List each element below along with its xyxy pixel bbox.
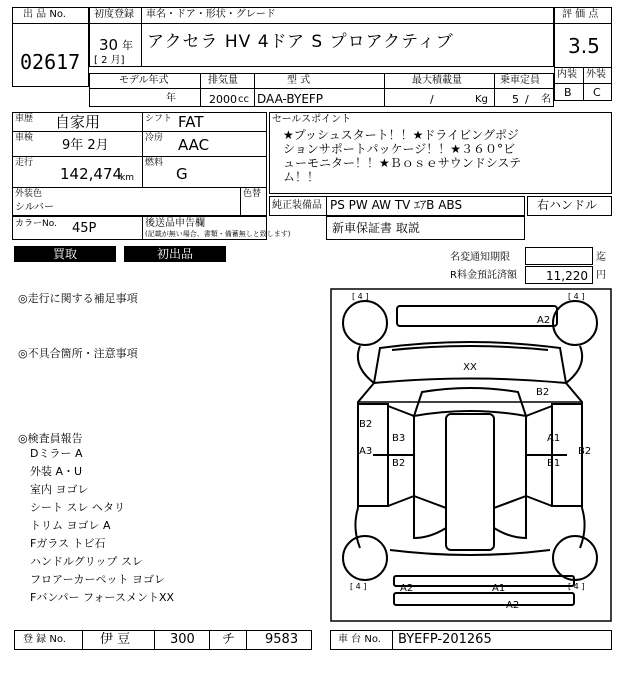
rear-bumper-upper	[394, 576, 574, 586]
exterior-label: 外装	[586, 69, 606, 80]
capacity-value: 5	[512, 93, 519, 106]
inspector-line: Dミラー A	[30, 447, 83, 460]
displacement-unit: cc	[238, 94, 249, 105]
chassis-value: BYEFP-201265	[398, 632, 492, 647]
history-label: 車歴	[15, 114, 34, 124]
color-change-label: 色替	[243, 189, 262, 199]
reg-year: 30	[99, 36, 119, 54]
damage-mark: B3	[392, 433, 406, 444]
name-change-unit: 迄	[596, 252, 606, 263]
right-front-fender	[566, 346, 582, 383]
load-unit: Kg	[475, 94, 488, 105]
left-rear-fender	[355, 508, 360, 548]
displacement: 2000	[209, 93, 237, 106]
recycle-label: R料金預託済額	[450, 270, 517, 281]
wheel-rear-left	[343, 536, 387, 580]
grade-label: 評 価 点	[562, 9, 599, 20]
inspector-line: 外装 A・U	[30, 465, 83, 478]
tire-label-rr: [ 4 ]	[568, 582, 585, 591]
equipment-label: 純正装備品	[272, 200, 322, 211]
reg-class: 300	[170, 632, 195, 647]
grade-score: 3.5	[568, 34, 600, 58]
hood-line	[392, 346, 548, 350]
front-bumper	[397, 306, 557, 326]
right-rear-fender	[580, 508, 585, 548]
tire-label-fl: [ 4 ]	[352, 292, 369, 301]
damage-mark: A2	[506, 600, 520, 611]
lot-number: 02617	[20, 50, 81, 74]
ac-label: 冷房	[145, 133, 164, 143]
wheel-front-right	[553, 301, 597, 345]
damage-mark: B2	[392, 458, 406, 469]
damage-mark: A3	[359, 446, 373, 457]
model-year-unit: 年	[166, 93, 176, 104]
inspector-line: Fガラス トビ石	[30, 537, 106, 550]
damage-mark: B2	[359, 419, 373, 430]
sales-line: ションサポートパッケージ！！★３６０°ビ	[283, 142, 516, 156]
reg-no-label: 登 録 No.	[23, 634, 66, 645]
shift-label: シフト	[145, 114, 173, 124]
damage-mark: A1	[492, 583, 506, 594]
buy-tag: 買取	[14, 246, 116, 262]
sales-line: ム！！	[283, 170, 320, 184]
inspection-value: 9年 2月	[62, 138, 109, 153]
inspector-line: フロアーカーペット ヨゴレ	[30, 573, 165, 586]
recycle-box	[525, 266, 593, 284]
year-unit: 年	[122, 39, 133, 52]
history-value: 自家用	[55, 113, 101, 131]
sales-line: ★プッシュスタート！！★ドライビングポジ	[283, 128, 519, 142]
fuel-label: 燃料	[145, 158, 164, 168]
tire-label-fr: [ 4 ]	[568, 292, 585, 301]
interior-label: 内装	[557, 69, 577, 80]
docs-label: 後送品申告欄	[145, 218, 205, 229]
rear-left-quarter	[414, 496, 446, 538]
color-value: シルバー	[15, 202, 55, 213]
mileage-value: 142,474	[60, 165, 123, 183]
damage-mark: B2	[536, 387, 550, 398]
recycle-value: 11,220	[546, 269, 588, 283]
wheel-rear-right	[553, 536, 597, 580]
mileage-unit: km	[120, 173, 134, 183]
inspector-line: ハンドルグリップ スレ	[30, 555, 143, 568]
reg-region: 伊 豆	[100, 632, 131, 647]
displacement-label: 排気量	[208, 75, 238, 86]
reg-number: 9583	[265, 632, 299, 647]
load-label: 最大積載量	[412, 75, 462, 86]
tire-label-rl: [ 4 ]	[350, 582, 367, 591]
inspector-label: ◎検査員報告	[18, 432, 83, 445]
inspector-line: 室内 ヨゴレ	[30, 483, 89, 496]
shift-value: FAT	[178, 113, 204, 131]
name-change-box	[525, 247, 593, 265]
first-listing-tag: 初出品	[124, 246, 226, 262]
wheel-front-left	[343, 301, 387, 345]
car-damage-diagram	[330, 288, 612, 622]
damage-mark: A2	[537, 315, 551, 326]
supplement-label: ◎走行に関する補足事項	[18, 292, 138, 305]
color-no-value: 45P	[72, 221, 97, 236]
color-no-label: カラーNo.	[15, 219, 57, 229]
roof	[446, 414, 494, 550]
load-sep: /	[430, 93, 434, 106]
capacity-unit: 名	[541, 94, 551, 105]
ac-value: AAC	[178, 136, 210, 154]
name-label: 車名・ドア・形状・グレード	[146, 9, 276, 20]
inspector-line: シート スレ ヘタリ	[30, 501, 125, 514]
inspection-label: 車検	[15, 133, 34, 143]
reg-month: [ 2 月]	[94, 55, 125, 66]
damage-mark: A1	[547, 433, 561, 444]
rear-right-quarter	[494, 496, 526, 538]
warranty-value: 新車保証書 取説	[332, 221, 420, 235]
damage-mark: XX	[463, 362, 477, 373]
rear-bumper-lower	[394, 593, 574, 605]
model-year-label: モデル年式	[119, 75, 169, 86]
reg-kana: チ	[222, 632, 236, 647]
chassis-label: 車 台 No.	[338, 634, 381, 645]
exterior-grade: C	[593, 86, 601, 99]
capacity-label: 乗車定員	[500, 75, 540, 86]
type-label: 型 式	[287, 75, 311, 86]
sales-label: セールスポイント	[272, 114, 352, 125]
lot-label: 出 品 No.	[23, 9, 66, 20]
interior-grade: B	[564, 86, 572, 99]
details-box	[12, 112, 267, 216]
name-change-label: 名変通知期限	[450, 252, 510, 263]
defects-label: ◎不具合箇所・注意事項	[18, 347, 138, 360]
damage-mark: A2	[400, 583, 414, 594]
docs-note: (記載が無い場合、書類・備蓄無しと致します)	[145, 230, 291, 238]
inspector-line: Fバンパー フォースメントXX	[30, 591, 175, 604]
inspector-line: トリム ヨゴレ A	[30, 519, 111, 532]
reg-label: 初度登録	[94, 9, 134, 20]
capacity-sep: /	[525, 93, 529, 106]
color-label: 外装色	[15, 189, 43, 199]
damage-mark: B1	[547, 458, 561, 469]
left-front-fender	[358, 346, 374, 383]
fuel-value: G	[176, 165, 188, 183]
sales-line: ューモニター！！★Ｂｏｓｅサウンドシステ	[283, 156, 522, 170]
equipment-value: PS PW AW TV ｴｱB ABS	[330, 198, 463, 212]
drive-value: 右ハンドル	[537, 198, 598, 212]
mileage-label: 走行	[15, 158, 34, 168]
car-name: アクセラ HV 4ドア S プロアクティブ	[147, 32, 454, 52]
type-value: DAA-BYEFP	[257, 92, 324, 106]
recycle-unit: 円	[596, 270, 606, 281]
damage-mark: B2	[578, 446, 592, 457]
